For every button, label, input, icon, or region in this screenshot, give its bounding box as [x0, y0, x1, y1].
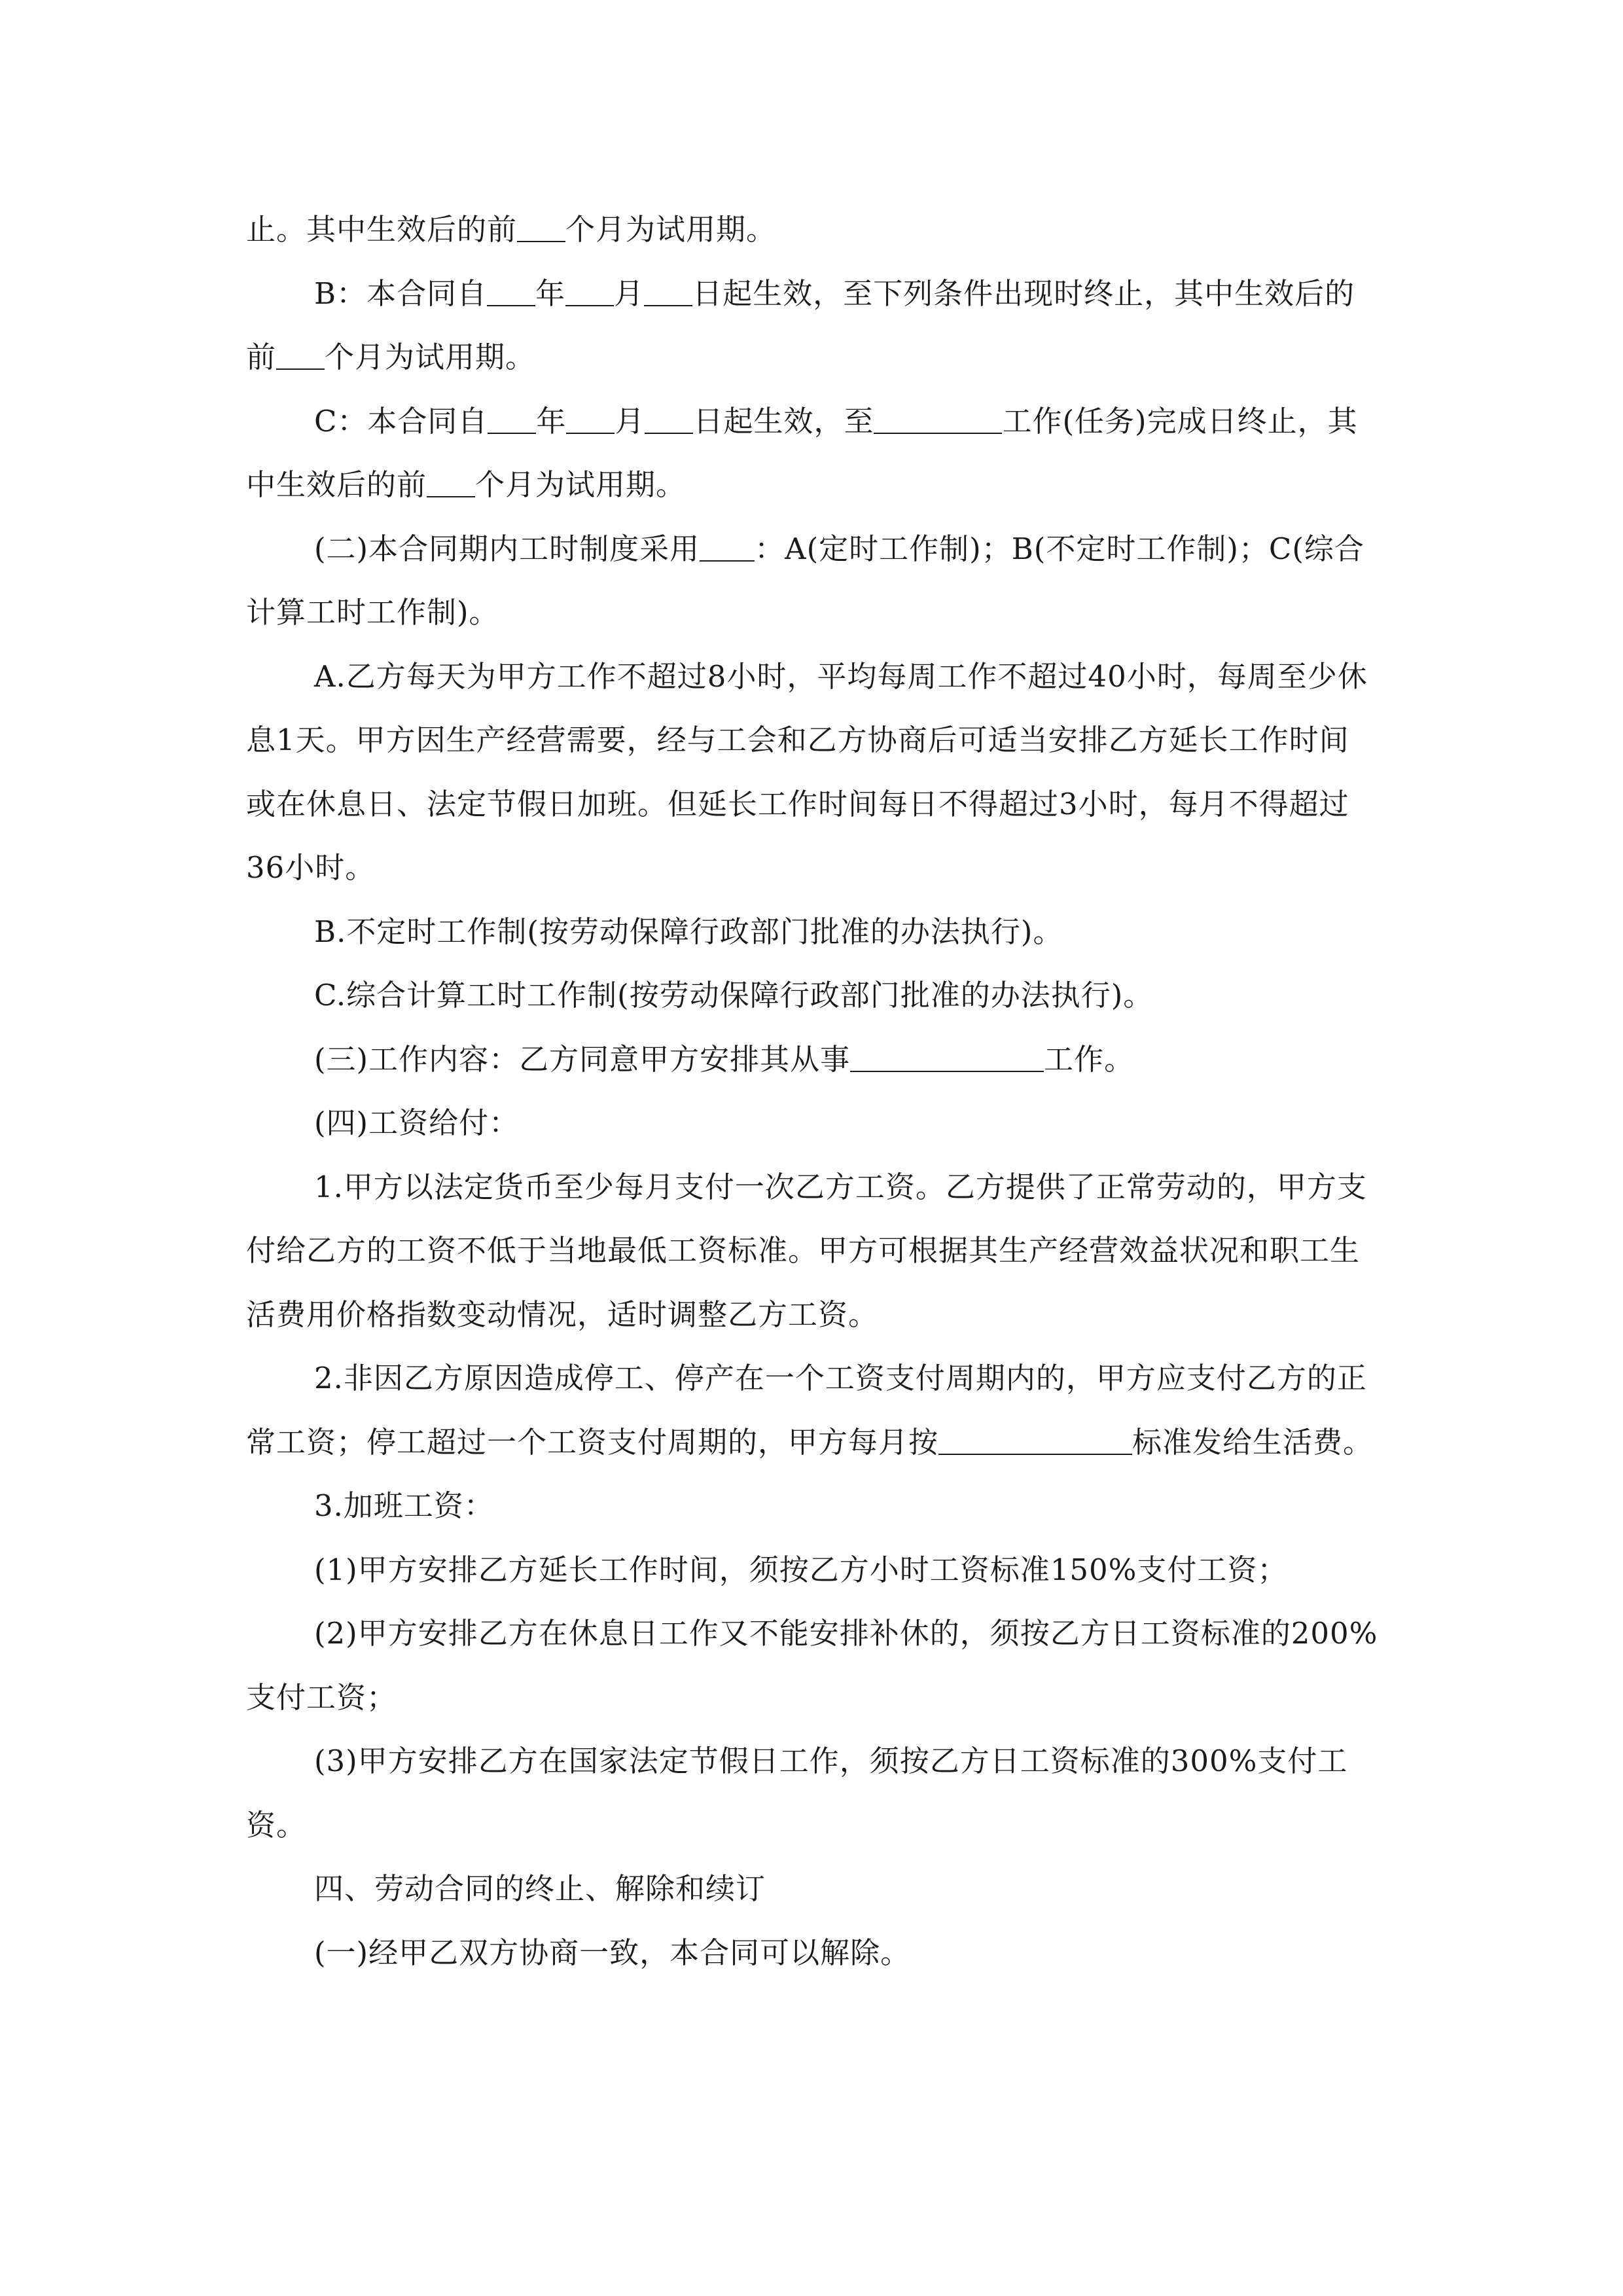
- text-segment: B：本合同自: [314, 276, 488, 311]
- text-segment: 年: [535, 276, 566, 311]
- text-segment: (二)本合同期内工时制度采用: [314, 531, 700, 566]
- fill-blank-living-allowance[interactable]: [938, 1427, 1132, 1455]
- text-segment: 月: [614, 276, 645, 311]
- text-segment: (三)工作内容：乙方同意甲方安排其从事: [314, 1041, 851, 1077]
- paragraph-option-b: [246, 262, 1378, 389]
- paragraph-flexible-hours: B.不定时工作制(按劳动保障行政部门批准的办法执行)。: [314, 914, 1063, 949]
- text-segment: ：A(定时工作制)；B(不定时工作制)；C(综合计算工时工作制)。: [246, 531, 1364, 630]
- text-segment: 工作(任务)完成日终止，其中生效后的前: [246, 403, 1358, 502]
- section-heading-termination: 四、劳动合同的终止、解除和续订: [314, 1871, 766, 1906]
- paragraph-wage-1: 1.甲方以法定货币至少每月支付一次乙方工资。乙方提供了正常劳动的，甲方支付给乙方的工资不低于当地最低工资标准。甲方可根据其生产经营效益状况和职工生活费用价格指数变动情况，适时调整乙方工资。: [246, 1169, 1367, 1332]
- paragraph-overtime-heading: 3.加班工资：: [314, 1488, 494, 1523]
- fill-blank-month[interactable]: [565, 279, 614, 306]
- paragraph-fixed-hours: A.乙方每天为甲方工作不超过8小时，平均每周工作不超过40小时，每周至少休息1天。甲方因生产经营需要，经与工会和乙方协商后可适当安排乙方延长工作时间或在休息日、法定节假日加班。但延长工作时间每日不得超过3小时，每月不得超过36小时。: [246, 658, 1368, 885]
- fill-blank-year[interactable]: [487, 279, 535, 306]
- paragraph-overtime-1: (1)甲方安排乙方延长工作时间，须按乙方小时工资标准150%支付工资；: [314, 1552, 1288, 1587]
- paragraph-wage-heading: (四)工资给付：: [314, 1105, 520, 1140]
- paragraph-comprehensive-hours: C.综合计算工时工作制(按劳动保障行政部门批准的办法执行)。: [314, 978, 1154, 1013]
- paragraph-option-c: [246, 389, 1378, 517]
- fill-blank-day[interactable]: [644, 279, 692, 306]
- text-segment: 年: [536, 403, 567, 439]
- fill-blank-year[interactable]: [488, 406, 536, 434]
- fill-blank-task[interactable]: [874, 406, 1002, 434]
- text-segment: 标准发给生活费。: [1132, 1424, 1374, 1460]
- fill-blank-probation-months[interactable]: [276, 342, 325, 370]
- fill-blank-probation-months[interactable]: [427, 470, 475, 497]
- text-segment: C：本合同自: [314, 403, 488, 439]
- text-segment: 止。其中生效后的前: [246, 212, 518, 247]
- text-segment: 日起生效，至: [693, 403, 874, 439]
- text-segment: 2.非因乙方原因造成停工、停产在一个工资支付周期内的，甲方应支付乙方的正常工资；停工超过一个工资支付周期的，甲方每月按: [246, 1361, 1367, 1460]
- fill-blank-month[interactable]: [566, 406, 615, 434]
- text-segment: 个月为试用期。: [475, 467, 687, 502]
- fill-blank-probation-months[interactable]: [517, 215, 565, 242]
- paragraph-job-content: [246, 1028, 1378, 1092]
- paragraph-wage-2: [246, 1346, 1378, 1474]
- paragraph-overtime-2: (2)甲方安排乙方在休息日工作又不能安排补休的，须按乙方日工资标准的200%支付工资；: [246, 1616, 1378, 1715]
- text-segment: 个月为试用期。: [325, 340, 536, 374]
- paragraph-termination-1: (一)经甲乙双方协商一致，本合同可以解除。: [314, 1935, 911, 1970]
- paragraph-working-hours-system: [246, 517, 1378, 645]
- text-segment: 个月为试用期。: [565, 212, 777, 247]
- contract-body: [246, 198, 1378, 1984]
- paragraph-probation-a-end: [246, 198, 1378, 262]
- fill-blank-day[interactable]: [645, 406, 693, 434]
- fill-blank-job[interactable]: [850, 1045, 1044, 1072]
- paragraph-overtime-3: (3)甲方安排乙方在国家法定节假日工作，须按乙方日工资标准的300%支付工资。: [246, 1744, 1348, 1842]
- text-segment: 工作。: [1044, 1041, 1135, 1077]
- text-segment: 月: [615, 403, 645, 439]
- text-segment: 日起生效，至下列条件出现时终止，其中生效后的前: [246, 276, 1355, 374]
- fill-blank-hours-system[interactable]: [700, 534, 755, 562]
